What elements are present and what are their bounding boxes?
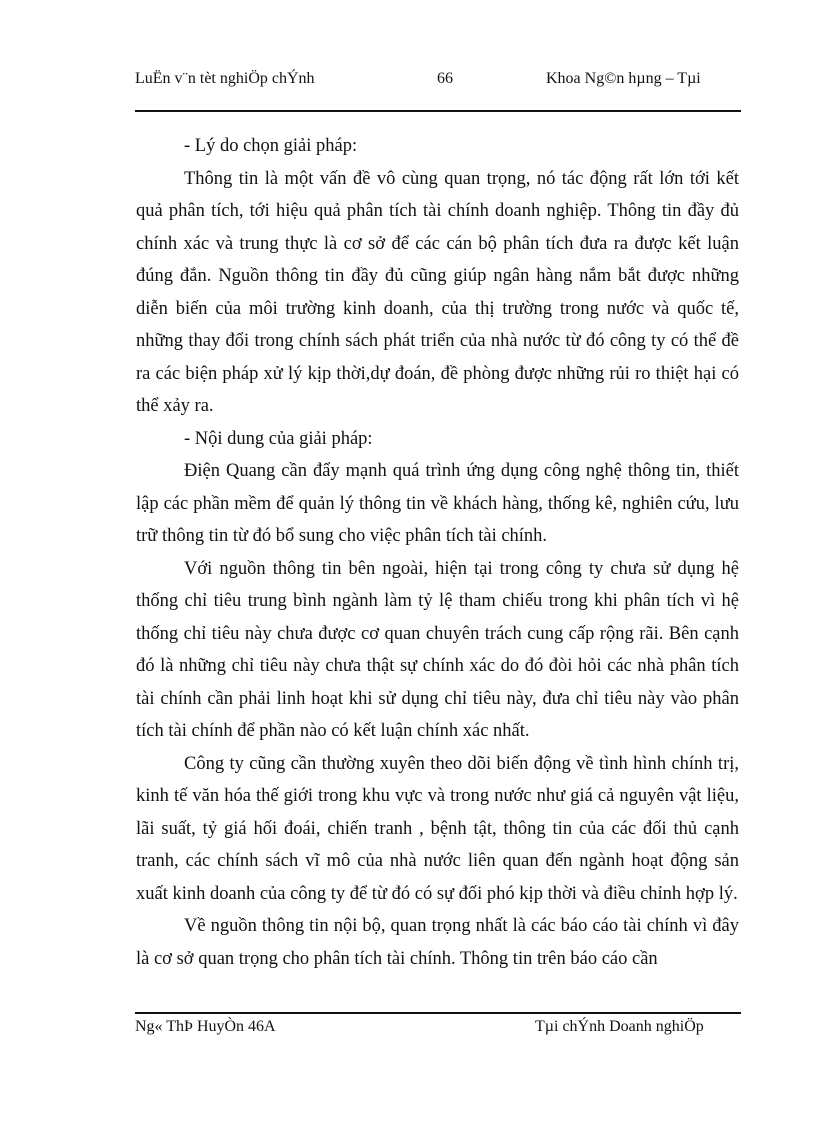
paragraph: Với nguồn thông tin bên ngoài, hiện tại trong công ty chưa sử dụng hệ thống chỉ tiêu trung bình ngành làm tỷ lệ tham chiếu trong khi phân tích vì hệ thống chỉ tiêu này chưa được cơ quan chuyên trách cung cấp rộng rãi. Bên cạnh đó là những chỉ tiêu này chưa thật sự chính xác do đó đòi hỏi các nhà phân tích tài chính cần phải linh hoạt khi sử dụng chỉ tiêu này, đưa chỉ tiêu này vào phân tích tài chính để phần nào có kết luận chính xác nhất. (136, 558, 739, 741)
footer-divider (135, 1012, 741, 1014)
footer-department: Tµi chÝnh Doanh nghiÖp (535, 1018, 704, 1035)
page-header (135, 68, 741, 112)
paragraph: Điện Quang cần đẩy mạnh quá trình ứng dụng công nghệ thông tin, thiết lập các phần mềm để quản lý thông tin về khách hàng, thống kê, nghiên cứu, lưu trữ thông tin từ đó bổ sung cho việc phân tích tài chính. (136, 461, 739, 546)
header-faculty: Khoa Ng©n hµng – Tµi (546, 70, 701, 87)
section-heading-content: - Nội dung của giải pháp: (184, 428, 373, 449)
header-divider (135, 110, 741, 112)
body-content (136, 130, 739, 975)
section-heading-reason: - Lý do chọn giải pháp: (184, 136, 358, 156)
footer-author: Ng« ThÞ HuyÒn 46A (135, 1018, 276, 1035)
paragraph: Thông tin là một vấn đề vô cùng quan trọng, nó tác động rất lớn tới kết quả phân tích, tới hiệu quả phân tích tài chính doanh nghiệp. Thông tin đầy đủ chính xác và trung thực là cơ sở để các cán bộ phân tích đưa ra được kết luận đúng đắn. Nguồn thông tin đầy đủ cũng giúp ngân hàng nắm bắt được những diễn biến của môi trường kinh doanh, của thị trường trong nước và quốc tế, những thay đổi trong chính sách phát triển của nhà nước từ đó công ty có thể đề ra các biện pháp xử lý kịp thời,dự đoán, đề phòng được những rủi ro thiệt hại có thể xảy ra. (136, 168, 739, 416)
page-number: 66 (437, 70, 453, 87)
paragraph: Về nguồn thông tin nội bộ, quan trọng nhất là các báo cáo tài chính vì đây là cơ sở quan trọng cho phân tích tài chính. Thông tin trên báo cáo cần (136, 916, 739, 969)
header-thesis-title: LuËn v¨n tèt nghiÖp chÝnh (135, 70, 315, 87)
paragraph: Công ty cũng cần thường xuyên theo dõi biến động về tình hình chính trị, kinh tế văn hóa thế giới trong khu vực và trong nước như giá cả nguyên vật liệu, lãi suất, tỷ giá hối đoái, chiến tranh , bệnh tật, thông tin của các đối thủ cạnh tranh, các chính sách vĩ mô của nhà nước liên quan đến ngành hoạt động sản xuất kinh doanh của công ty để từ đó có sự đối phó kịp thời và điều chỉnh hợp lý. (136, 753, 739, 904)
